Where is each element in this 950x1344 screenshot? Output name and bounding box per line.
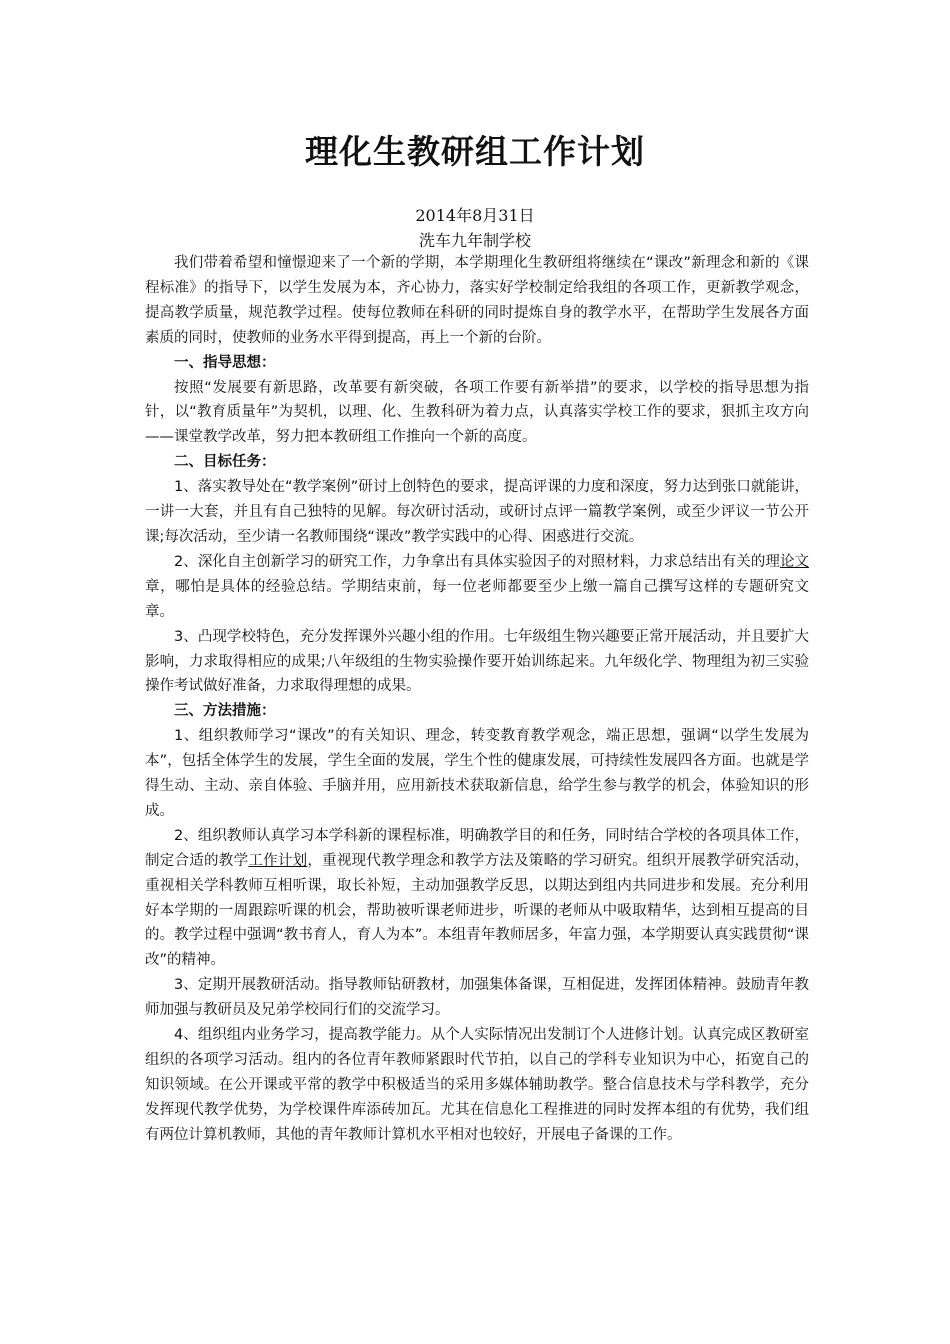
goal-2-text-end: 章，哪怕是具体的经验总结。学期结束前，每一位老师都要至少上缴一篇自己撰写这样的专题研究文章。 [145,578,809,620]
essay-link[interactable]: 论文 [779,553,809,570]
work-plan-link[interactable]: 工作计划 [248,852,308,869]
goal-item-1: 1、落实教导处在“教学案例”研讨上创特色的要求，提高评课的力度和深度，努力达到张口就能讲，一讲一大套，并且有自己独特的见解。每次研讨活动，或研讨点评一篇教学案例，或至少评议一节公开课;每次活动，至少请一名教师围绕“课改”教学实践中的心得、困惑进行交流。 [145,479,809,545]
method-item-1: 1、组织教师学习“课改”的有关知识、理念，转变教育教学观念，端正思想，强调“以学生发展为本”，包括全体学生的发展，学生全面的发展，学生个性的健康发展，可持续性发展四各方面。也就是学得生动、主动、亲自体验、手脑并用，应用新技术获取新信息，给学生参与教学的机会，体验知识的形成。 [145,728,809,819]
goal-item-2 [145,550,809,625]
document-body [145,251,809,1148]
method-item-3: 3、定期开展教研活动。指导教师钻研教材，加强集体备课，互相促进，发挥团体精神。鼓励青年教师加强与教研员及兄弟学校同行们的交流学习。 [145,977,809,1019]
method-2-text-end: ，重视现代教学理念和教学方法及策略的学习研究。组织开展教学研究活动，重视相关学科教师互相听课，取长补短，主动加强教学反思，以期达到组内共同进步和发展。充分利用好本学期的一周跟踪听课的机会，帮助被听课老师进步，听课的老师从中吸取精华，达到相互提高的目的。教学过程中强调“教书育人，育人为本”。本组青年教师居多，年富力强，本学期要认真实践贯彻“课改”的精神。 [145,852,810,969]
method-2-text-start: 2、组织教师认真学习本学科新的课程标准，明确教学目的和任务，同时结合学校的各项具体工作，制定合适的教学 [145,827,809,869]
section-heading-goals: 二、目标任务： [174,454,276,471]
document-title: 理化生教研组工作计划 [305,132,645,171]
guiding-ideology-paragraph: 按照“发展要有新思路，改革要有新突破，各项工作要有新举措”的要求，以学校的指导思想为指针，以“教育质量年”为契机，以理、化、生教科研为着力点，认真落实学校工作的要求，狠抓主攻方向——课堂教学改革，努力把本教研组工作推向一个新的高度。 [145,379,809,446]
section-heading-methods: 三、方法措施： [174,703,276,720]
goal-item-3: 3、凸现学校特色，充分发挥课外兴趣小组的作用。七年级组生物兴趣要正常开展活动，并且要扩大影响，力求取得相应的成果;八年级组的生物实验操作要开始训练起来。九年级化学、物理组为初三实验操作考试做好准备，力求取得理想的成果。 [145,628,809,695]
goal-2-text-start: 2、深化自主创新学习的研究工作，力争拿出有具体实验因子的对照材料，力求总结出有关的理 [174,553,780,570]
section-heading-guiding-ideology: 一、指导思想： [174,354,276,371]
document-date: 2014年8月31日 [415,206,535,225]
method-item-2 [145,824,809,973]
method-item-4: 4、组织组内业务学习，提高教学能力。从个人实际情况出发制订个人进修计划。认真完成区教研室组织的各项学习活动。组内的各位青年教师紧跟时代节拍，以自己的学科专业知识为中心，拓宽自己的知识领域。在公开课或平常的教学中积极适当的采用多媒体辅助教学。整合信息技术与学科教学，充分发挥现代教学优势，为学校课件库添砖加瓦。尤其在信息化工程推进的同时发挥本组的有优势，我们组有两位计算机教师，其他的青年教师计算机水平相对也较好，开展电子备课的工作。 [145,1027,809,1143]
school-name: 洗车九年制学校 [418,231,531,250]
intro-paragraph: 我们带着希望和憧憬迎来了一个新的学期，本学期理化生教研组将继续在“课改”新理念和新的《课程标准》的指导下，以学生发展为本，齐心协力，落实好学校制定给我组的各项工作，更新教学观念，提高教学质量，规范教学过程。使每位教师在科研的同时提炼自身的教学水平，在帮助学生发展各方面素质的同时，使教师的业务水平得到提高，再上一个新的台阶。 [145,255,809,346]
